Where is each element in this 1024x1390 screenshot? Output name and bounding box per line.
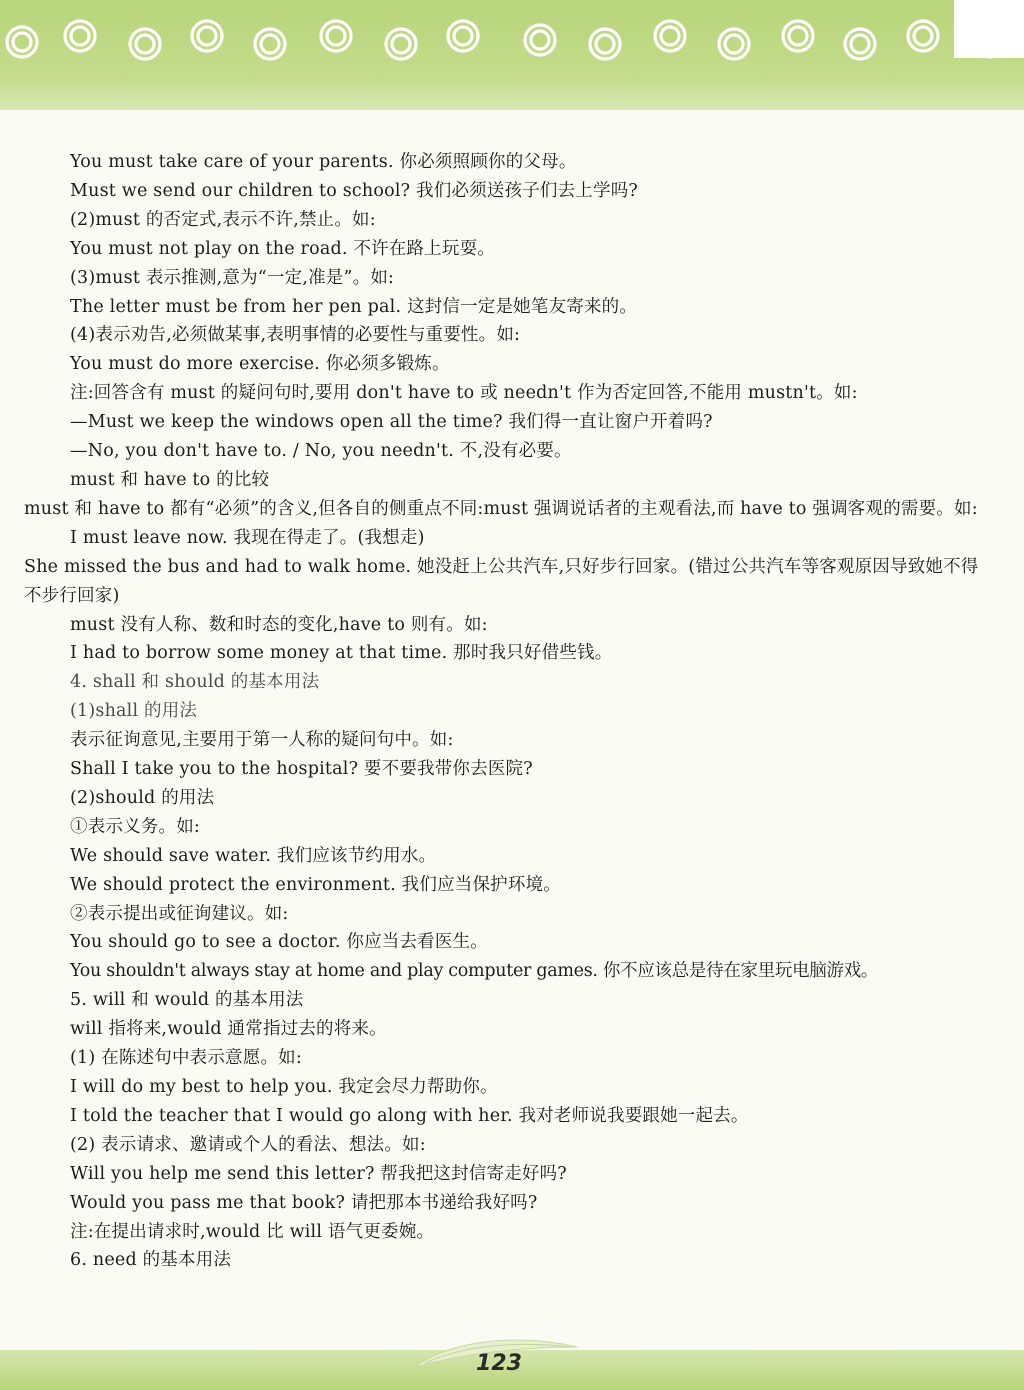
text-line: We should protect the environment. 我们应当保护环境。 bbox=[70, 874, 561, 895]
text-line: I will do my best to help you. 我定会尽力帮助你。 bbox=[70, 1077, 498, 1097]
text-line: The letter must be from her pen pal. 这封信一定是她笔友寄来的。 bbox=[70, 296, 638, 317]
page-number: 123 bbox=[476, 1351, 522, 1376]
text-line: Shall I take you to the hospital? 要不要我带你去医院? bbox=[70, 759, 533, 780]
text-line: must 和 have to 的比较 bbox=[70, 469, 270, 490]
text-line: will 指将来,would 通常指过去的将来。 bbox=[70, 1019, 387, 1040]
text-line: (1) 在陈述句中表示意愿。如: bbox=[70, 1048, 302, 1069]
text-line: ①表示义务。如: bbox=[70, 816, 200, 837]
circle-pattern-icon bbox=[0, 0, 1024, 110]
subsection-heading: (1)shall 的用法 bbox=[70, 701, 198, 722]
text-line: (3)must 表示推测,意为“一定,准是”。如: bbox=[70, 267, 395, 288]
text-body bbox=[24, 148, 988, 1275]
text-line: 注:在提出请求时,would 比 will 语气更委婉。 bbox=[70, 1221, 435, 1242]
text-line: Will you help me send this letter? 帮我把这封信寄走好吗? bbox=[70, 1163, 567, 1184]
text-line: —No, you don't have to. / No, you needn't. 不,没有必要。 bbox=[70, 441, 572, 462]
text-line: (2) 表示请求、邀请或个人的看法、想法。如: bbox=[70, 1134, 426, 1155]
text-line: —Must we keep the windows open all the time? 我们得一直让窗户开着吗? bbox=[70, 412, 713, 433]
header-decoration bbox=[0, 0, 1024, 110]
text-line: 表示征询意见,主要用于第一人称的疑问句中。如: bbox=[70, 730, 454, 751]
text-line: You must not play on the road. 不许在路上玩耍。 bbox=[70, 238, 495, 259]
text-line: I had to borrow some money at that time. 那时我只好借些钱。 bbox=[70, 643, 613, 664]
text-line: Would you pass me that book? 请把那本书递给我好吗? bbox=[70, 1192, 538, 1213]
corner-blank bbox=[954, 0, 1024, 58]
text-line: I must leave now. 我现在得走了。(我想走) bbox=[70, 527, 425, 548]
text-line: You shouldn't always stay at home and play computer games. 你不应该总是待在家里玩电脑游戏。 bbox=[70, 961, 879, 982]
text-paragraph: She missed the bus and had to walk home. 她没赶上公共汽车,只好步行回家。(错过公共汽车等客观原因导致她不得不步行回家) bbox=[24, 556, 979, 606]
text-line: You must do more exercise. 你必须多锻炼。 bbox=[70, 354, 450, 375]
text-line: We should save water. 我们应该节约用水。 bbox=[70, 845, 437, 866]
text-paragraph: must 和 have to 都有“必须”的含义,但各自的侧重点不同:must 强调说话者的主观看法,而 have to 强调客观的需要。如: bbox=[24, 498, 978, 519]
section-heading: 4. shall 和 should 的基本用法 bbox=[70, 672, 320, 693]
text-line: Must we send our children to school? 我们必须送孩子们去上学吗? bbox=[70, 180, 638, 201]
section-heading: 5. will 和 would 的基本用法 bbox=[70, 990, 304, 1011]
text-line: I told the teacher that I would go along with her. 我对老师说我要跟她一起去。 bbox=[70, 1105, 749, 1126]
text-line: You should go to see a doctor. 你应当去看医生。 bbox=[70, 932, 488, 953]
text-line: 注:回答含有 must 的疑问句时,要用 don't have to 或 needn't 作为否定回答,不能用 mustn't。如: bbox=[70, 383, 858, 404]
text-line: (4)表示劝告,必须做某事,表明事情的必要性与重要性。如: bbox=[70, 325, 521, 346]
section-heading: 6. need 的基本用法 bbox=[70, 1250, 232, 1271]
subsection-heading: (2)should 的用法 bbox=[70, 787, 215, 808]
text-line: ②表示提出或征询建议。如: bbox=[70, 903, 289, 924]
text-line: You must take care of your parents. 你必须照顾你的父母。 bbox=[70, 152, 577, 172]
text-line: (2)must 的否定式,表示不许,禁止。如: bbox=[70, 209, 376, 230]
text-line: must 没有人称、数和时态的变化,have to 则有。如: bbox=[70, 614, 488, 635]
